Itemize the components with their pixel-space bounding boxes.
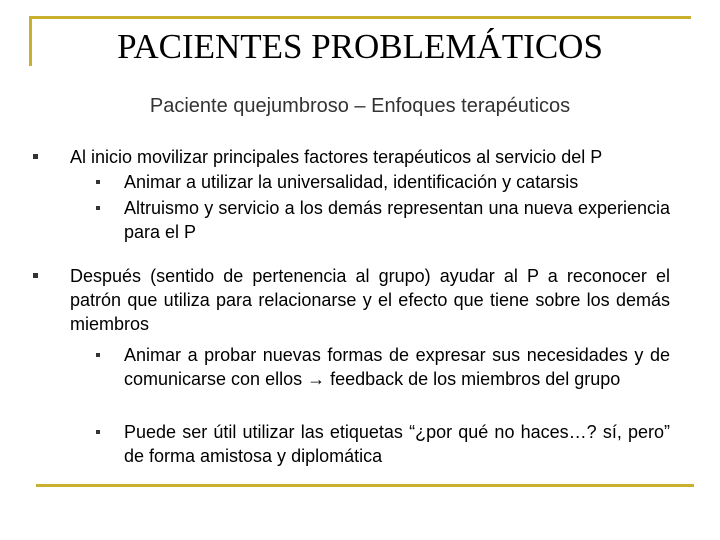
- bottom-border-line: [36, 484, 694, 487]
- bullet-1-text: Al inicio movilizar principales factores terapéuticos al servicio del P: [70, 147, 603, 167]
- sub-bullet-square-icon: [96, 353, 100, 357]
- sub-bullet-square-icon: [96, 430, 100, 434]
- bullet-1-sub-2-text: Altruismo y servicio a los demás representan una nueva experiencia para el P: [124, 198, 670, 242]
- sub-bullet-square-icon: [96, 206, 100, 210]
- bullet-2-text: Después (sentido de pertenencia al grupo) ayudar al P a reconocer el patrón que utiliza para relacionarse y el efecto que tiene sobre los demás miembros: [70, 266, 670, 334]
- top-border-line: [29, 16, 691, 19]
- bullet-2-sub-1-text: Animar a probar nuevas formas de expresar sus necesidades y de comunicarse con ellos → feedback de los miembros del grupo: [124, 345, 670, 389]
- bullet-square-icon: [33, 273, 38, 278]
- slide-title: PACIENTES PROBLEMÁTICOS: [117, 27, 603, 66]
- bullet-2-sub-2-text: Puede ser útil utilizar las etiquetas “¿por qué no haces…? sí, pero” de forma amistosa y diplomática: [124, 422, 670, 466]
- sub-bullet-square-icon: [96, 180, 100, 184]
- slide-subtitle: Paciente quejumbroso – Enfoques terapéuticos: [149, 95, 571, 117]
- bullet-1-sub-1-text: Animar a utilizar la universalidad, identificación y catarsis: [124, 172, 579, 192]
- bullet-square-icon: [33, 154, 38, 159]
